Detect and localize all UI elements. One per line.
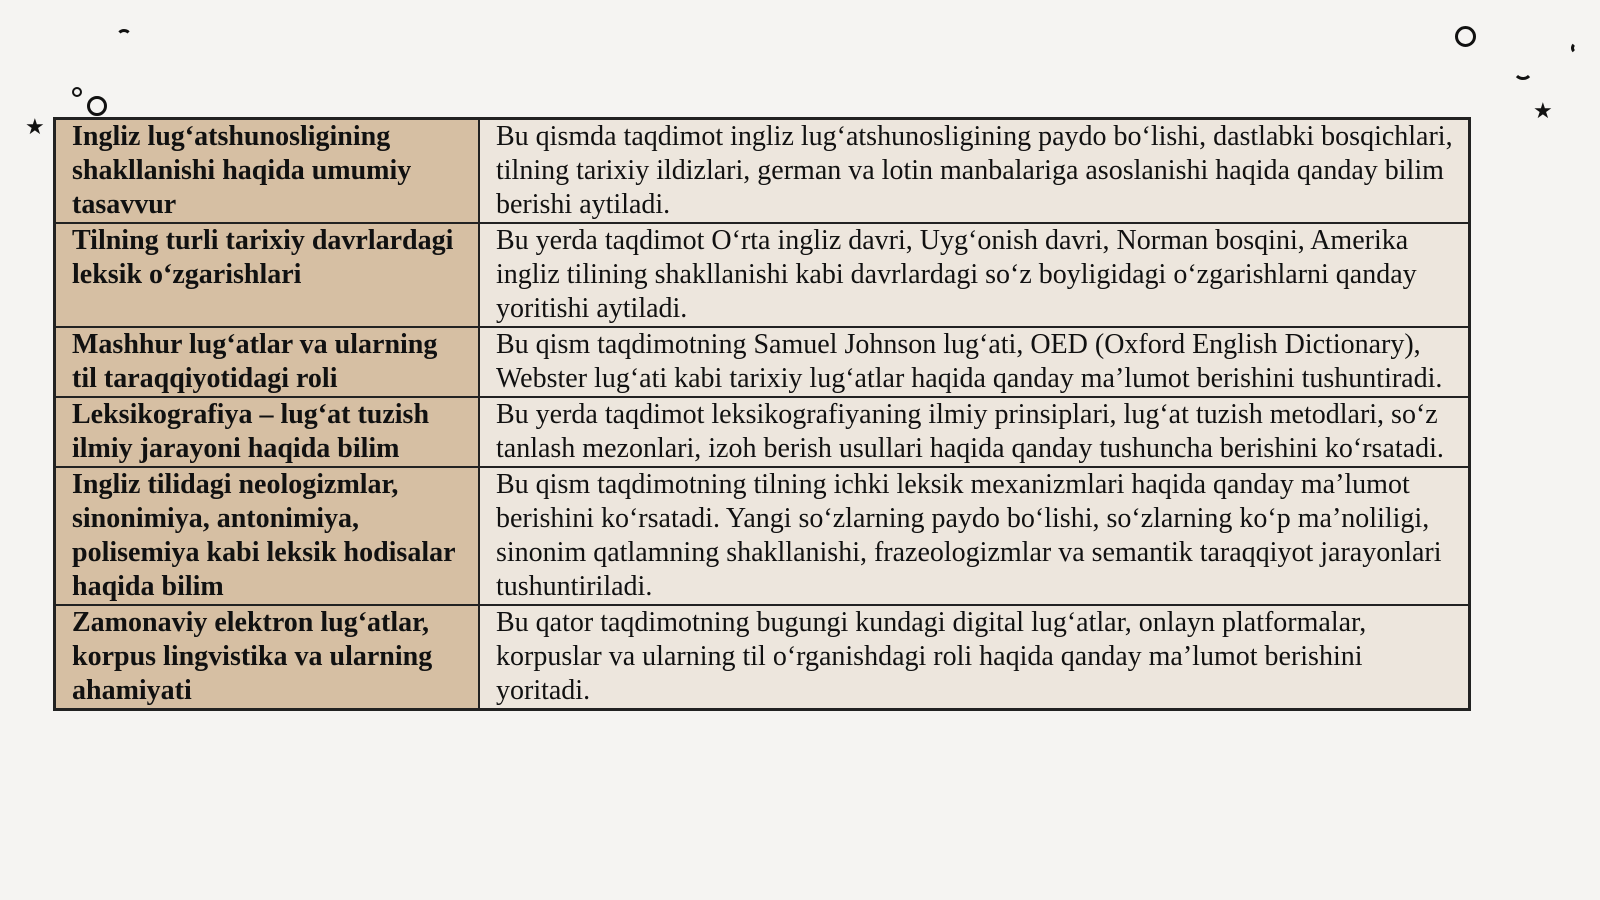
topics-table [53, 117, 1471, 711]
ring-icon [87, 96, 107, 116]
table-row [55, 467, 1470, 605]
topic-cell: Leksikografiya – lug‘at tuzish ilmiy jarayoni haqida bilim [55, 397, 480, 467]
description-cell: Bu qator taqdimotning bugungi kundagi digital lug‘atlar, onlayn platformalar, korpuslar va ularning til o‘rganishdagi roli haqida qanday ma’lumot berishini yoritadi. [479, 605, 1470, 710]
arc-icon [116, 29, 132, 45]
topic-cell: Mashhur lug‘atlar va ularning til taraqqiyotidagi roli [55, 327, 480, 397]
description-cell: Bu qism taqdimotning Samuel Johnson lug‘ati, OED (Oxford English Dictionary), Webster lug‘ati kabi tarixiy lug‘atlar haqida qanday ma’lumot berishini tushuntiradi. [479, 327, 1470, 397]
description-cell: Bu qism taqdimotning tilning ichki leksik mexanizmlari haqida qanday ma’lumot berishini ko‘rsatadi. Yangi so‘zlarning paydo bo‘lishi, so‘zlarning ko‘p ma’noliligi, sinonim qatlamning shakllanishi, frazeologizmlar va semantik taraqqiyot jarayonlari tushuntiriladi. [479, 467, 1470, 605]
topic-cell: Zamonaviy elektron lug‘atlar, korpus lingvistika va ularning ahamiyati [55, 605, 480, 710]
table-row [55, 119, 1470, 224]
description-cell: Bu yerda taqdimot leksikografiyaning ilmiy prinsiplari, lug‘at tuzish metodlari, so‘z tanlash mezonlari, izoh berish usullari haqida qanday tushuncha berishini ko‘rsatadi. [479, 397, 1470, 467]
table-row [55, 397, 1470, 467]
topic-cell: Ingliz tilidagi neologizmlar, sinonimiya, antonimiya, polisemiya kabi leksik hodisalar haqida bilim [55, 467, 480, 605]
table-row [55, 605, 1470, 710]
arc-icon [1571, 42, 1583, 54]
topic-cell: Tilning turli tarixiy davrlardagi leksik o‘zgarishlari [55, 223, 480, 327]
table-row [55, 327, 1470, 397]
star-icon: ★ [25, 115, 45, 140]
ring-icon [1455, 26, 1476, 47]
ring-icon [72, 87, 82, 97]
topic-cell: Ingliz lug‘atshunosligining shakllanishi haqida umumiy tasavvur [55, 119, 480, 224]
arc-icon [1513, 60, 1533, 80]
description-cell: Bu qismda taqdimot ingliz lug‘atshunosligining paydo bo‘lishi, dastlabki bosqichlari, tilning tarixiy ildizlari, german va lotin manbalariga asoslanishi haqida qanday bilim berishi aytiladi. [479, 119, 1470, 224]
description-cell: Bu yerda taqdimot O‘rta ingliz davri, Uyg‘onish davri, Norman bosqini, Amerika ingliz tilining shakllanishi kabi davrlardagi so‘z boyligidagi o‘zgarishlarni qanday yoritishi aytiladi. [479, 223, 1470, 327]
star-icon: ★ [1533, 99, 1553, 124]
table-row [55, 223, 1470, 327]
